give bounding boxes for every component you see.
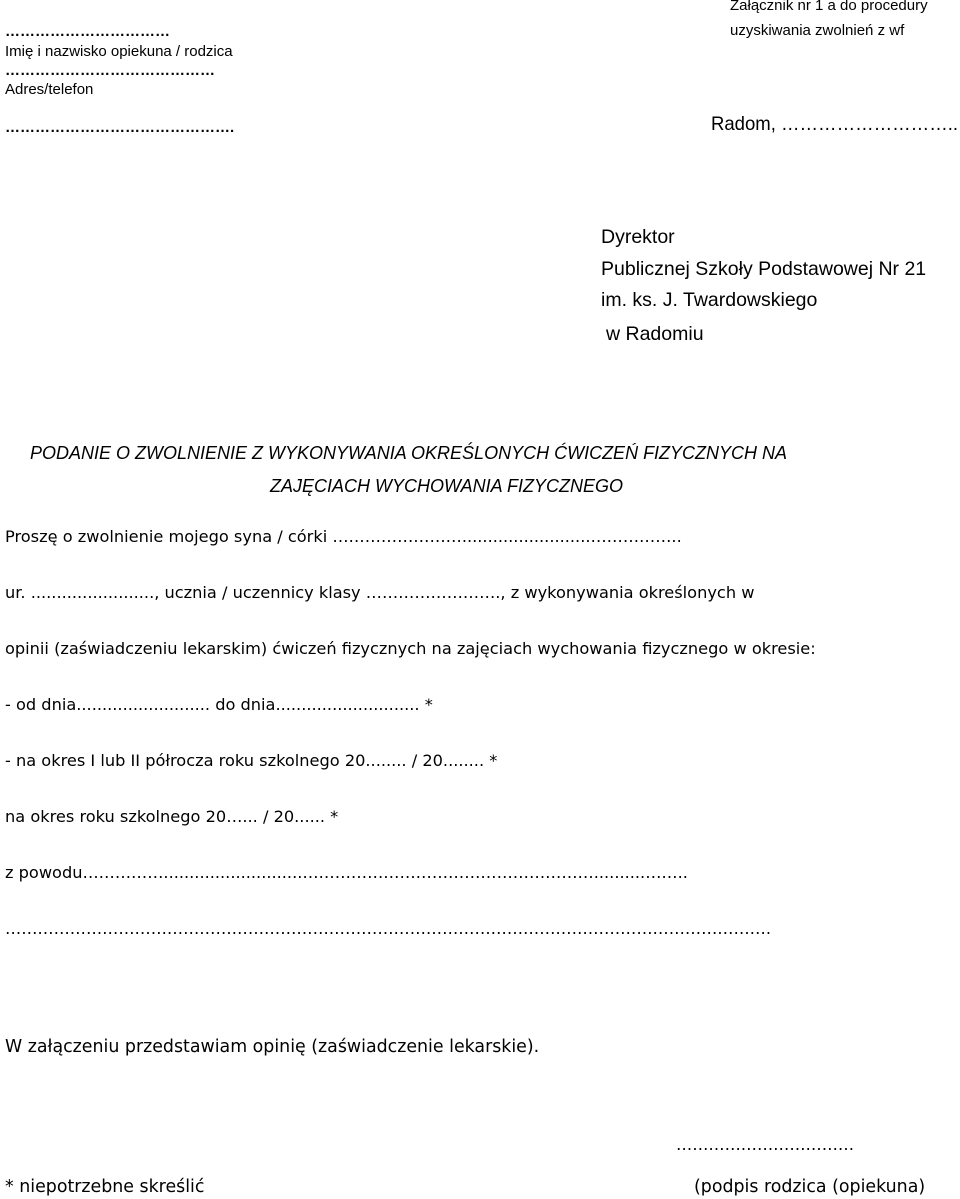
- address-label: Adres/telefon: [5, 81, 94, 98]
- school-year-line: na okres roku szkolnego 20…... / 20...... *: [5, 807, 339, 826]
- recipient-line-2: Publicznej Szkoły Podstawowej Nr 21: [601, 258, 927, 280]
- date-range-line: - od dnia.......................... do dnia............................ *: [5, 695, 433, 714]
- address-dots: ……………………………………: [5, 62, 215, 79]
- signature-dots: ……………………………: [676, 1135, 855, 1154]
- guardian-name-label: Imię i nazwisko opiekuna / rodzica: [5, 43, 233, 60]
- attachment-note: W załączeniu przedstawiam opinię (zaświadczenie lekarskie).: [5, 1037, 540, 1057]
- recipient-line-4: w Radomiu: [606, 323, 704, 345]
- phone-dots: ……………………………………….: [5, 119, 235, 136]
- annex-line-1: Załącznik nr 1 a do procedury: [730, 0, 928, 14]
- document-title-line-2: ZAJĘCIACH WYCHOWANIA FIZYCZNEGO: [270, 476, 624, 496]
- semester-line: - na okres I lub II półrocza roku szkolnego 20........ / 20........ *: [5, 751, 498, 770]
- signature-label: (podpis rodzica (opiekuna): [694, 1177, 926, 1197]
- annex-line-2: uzyskiwania zwolnień z wf: [730, 22, 905, 39]
- birth-class-line: ur. ........................, ucznia / uczennicy klasy ……………………., z wykonywania określonych w: [5, 583, 755, 602]
- recipient-line-1: Dyrektor: [601, 226, 675, 248]
- reason-continuation-line: …………………………………………………………………………………………………………………………….: [5, 919, 771, 938]
- recipient-line-3: im. ks. J. Twardowskiego: [601, 289, 818, 311]
- guardian-name-dots: ……………………………: [5, 23, 170, 40]
- document-title-line-1: PODANIE O ZWOLNIENIE Z WYKONYWANIA OKREŚLONYCH ĆWICZEŃ FIZYCZNYCH NA: [30, 443, 788, 463]
- place-date: Radom, ………………………..: [711, 113, 959, 135]
- request-line: Proszę o zwolnienie mojego syna / córki …………………….........................……………..: [5, 527, 682, 546]
- reason-line: z powodu……………...........................………………………………………………..........……..: [5, 863, 688, 882]
- footnote-strike-out: * niepotrzebne skreślić: [5, 1177, 205, 1197]
- opinion-line: opinii (zaświadczeniu lekarskim) ćwiczeń fizycznych na zajęciach wychowania fizycznego w okresie:: [5, 639, 816, 658]
